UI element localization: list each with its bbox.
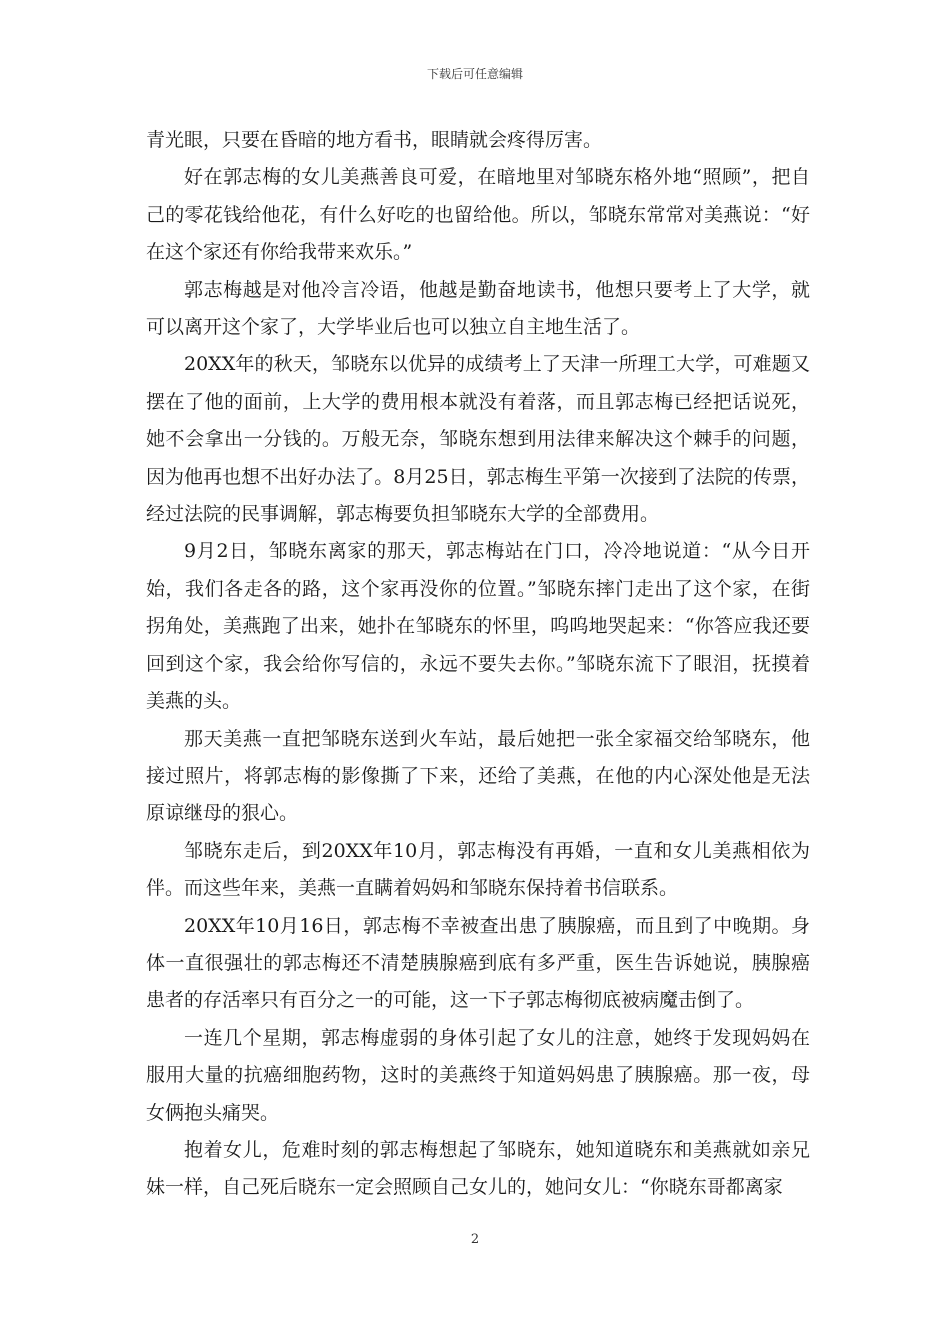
paragraph: 20XX年的秋天，邹晓东以优异的成绩考上了天津一所理工大学，可难题又摆在了他的面前，上大学的费用根本就没有着落，而且郭志梅已经把话说死，她不会拿出一分钱的。万般无奈，邹晓东想到用法律来解决这个棘手的问题，因为他再也想不出好办法了。8月25日，郭志梅生平第一次接到了法院的传票，经过法院的民事调解，郭志梅要负担邹晓东大学的全部费用。: [146, 353, 810, 526]
paragraph: 那天美燕一直把邹晓东送到火车站，最后她把一张全家福交给邹晓东，他接过照片，将郭志梅的影像撕了下来，还给了美燕，在他的内心深处他是无法原谅继母的狠心。: [146, 727, 810, 825]
paragraph: 9月2日，邹晓东离家的那天，郭志梅站在门口，冷冷地说道：“从今日开始，我们各走各的路，这个家再没你的位置。”邹晓东摔门走出了这个家，在街拐角处，美燕跑了出来，她扑在邹晓东的怀里，呜呜地哭起来：“你答应我还要回到这个家，我会给你写信的，永远不要失去你。”邹晓东流下了眼泪，抚摸着美燕的头。: [146, 540, 810, 713]
page-header: 下载后可任意编辑: [426, 67, 523, 81]
page-number: 2: [470, 1232, 480, 1247]
paragraph-continuation: 青光眼，只要在昏暗的地方看书，眼睛就会疼得厉害。: [146, 129, 603, 151]
paragraph: 一连几个星期，郭志梅虚弱的身体引起了女儿的注意，她终于发现妈妈在服用大量的抗癌细胞药物，这时的美燕终于知道妈妈患了胰腺癌。那一夜，母女俩抱头痛哭。: [146, 1026, 810, 1124]
paragraph: 好在郭志梅的女儿美燕善良可爱，在暗地里对邹晓东格外地“照顾”，把自己的零花钱给他花，有什么好吃的也留给他。所以，邹晓东常常对美燕说：“好在这个家还有你给我带来欢乐。”: [146, 166, 810, 264]
paragraph: 邹晓东走后，到20XX年10月，郭志梅没有再婚，一直和女儿美燕相依为伴。而这些年来，美燕一直瞒着妈妈和邹晓东保持着书信联系。: [146, 839, 810, 900]
document-body: [146, 122, 810, 1207]
paragraph: 抱着女儿，危难时刻的郭志梅想起了邹晓东，她知道晓东和美燕就如亲兄妹一样，自己死后晓东一定会照顾自己女儿的，她问女儿：“你晓东哥都离家: [146, 1138, 810, 1199]
paragraph: 20XX年10月16日，郭志梅不幸被查出患了胰腺癌，而且到了中晚期。身体一直很强壮的郭志梅还不清楚胰腺癌到底有多严重，医生告诉她说，胰腺癌患者的存活率只有百分之一的可能，这一下子郭志梅彻底被病魔击倒了。: [146, 914, 810, 1012]
paragraph: 郭志梅越是对他冷言冷语，他越是勤奋地读书，他想只要考上了大学，就可以离开这个家了，大学毕业后也可以独立自主地生活了。: [146, 278, 810, 339]
